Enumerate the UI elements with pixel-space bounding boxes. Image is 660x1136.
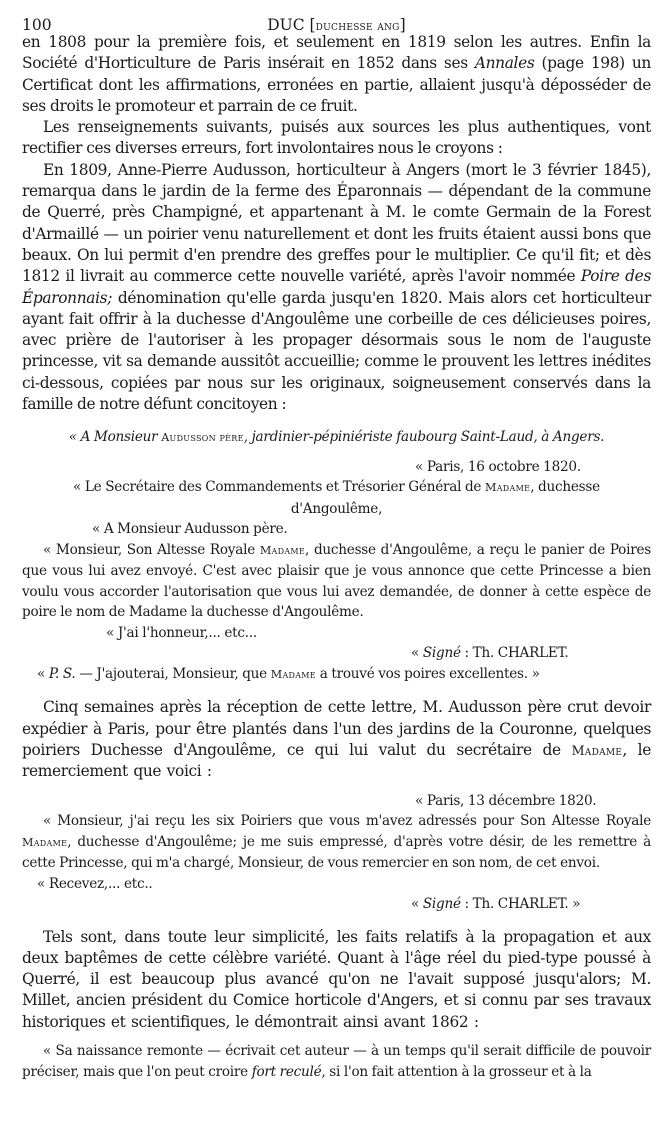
body-madame: Madame [22, 835, 68, 849]
sender-a: « Le Secrétaire des Commandements et Trésorier Général de [73, 479, 482, 496]
paragraph-1 [22, 32, 651, 117]
paragraph-4-text: Cinq semaines après la réception de cette lettre, M. Audusson père crut devoir expédier à Paris, pour être plantés dans l'un des jardins de la Couronne, quelques poiriers Duchesse d'Angoulême, ce qui lui valut du secrétaire de [22, 698, 651, 759]
letter2-body [22, 811, 651, 874]
running-title-main: DUC [267, 16, 305, 34]
letter1-body [22, 540, 651, 623]
poire-des-eparonnais-italic: Poire des Éparonnais; [22, 267, 651, 307]
page-number: 100 [22, 16, 52, 34]
annales-italic: Annales [474, 54, 535, 73]
body-b: , duchesse d'Angoulême; je me suis empressé, d'après votre désir, de les remettre à cette Princesse, qui m'a chargé, Monsieur, de vous remercier en son nom, de cet envoi. [22, 833, 651, 872]
sign-label: Signé [422, 896, 461, 913]
paragraph-2: Les renseignements suivants, puisés aux sources les plus authentiques, vont rectifier ces diverses erreurs, fort involontaires nous le croyons : [22, 118, 651, 158]
letter1-salutation: « A Monsieur Audusson père. [92, 521, 288, 538]
paragraph-3 [22, 160, 651, 416]
ps-label: P. S. [48, 665, 76, 682]
paragraph-1-end: (page 198) un Certificat dont les affirmations, erronées en partie, allaient jusqu'à déposséder de ses droits le promoteur et parrain de ce fruit. [22, 54, 651, 115]
paragraph-3-text: En 1809, Anne-Pierre Audusson, horticulteur à Angers (mort le 3 février 1845), remarqua dans le jardin de la ferme des Éparonnais — dépendant de la commune de Querré, près Champigné, et appartenant à M. le comte Germain de la Forest d'Armaillé — un poirier venu naturellement et dont les fruits étaient aussi bons que beaux. On lui permit d'en prendre des greffes pour le multiplier. Ce qu'il fit; et dès 1812 il livrait au commerce cette nouvelle variété, après l'avoir nommée [22, 160, 651, 286]
body-a: « Monsieur, j'ai reçu les six Poiriers que vous m'avez adressés pour Son Altesse Royale [43, 813, 651, 830]
letter2-date: « Paris, 13 décembre 1820. [415, 792, 597, 809]
letter1-postscript [22, 664, 651, 686]
millet-quote [22, 1041, 651, 1082]
sign-open: « [411, 896, 423, 913]
paragraph-4-end: , le remerciement que voici : [22, 740, 651, 781]
paragraph-4-madame: Madame [571, 742, 623, 758]
fort-recule-italic: fort reculé [251, 1063, 322, 1080]
quote-a: « Sa naissance remonte — écrivait cet auteur — à un temps qu'il serait difficile de pouvoir préciser, mais que l'on peut croire [22, 1043, 651, 1080]
address-name: Audusson père [161, 431, 244, 445]
ps-a: — J'ajouterai, Monsieur, que [75, 665, 267, 682]
ps-b: a trouvé vos poires excellentes. » [319, 665, 540, 682]
sign-open: « [411, 645, 423, 662]
letter2-signature [22, 894, 651, 915]
sender-b: , duchesse d'Angoulême, [290, 479, 600, 517]
sender-madame: Madame [485, 481, 531, 495]
paragraph-4 [22, 697, 651, 782]
sign-name: : Th. CHARLET. » [460, 896, 581, 913]
bracket-open: [ [309, 16, 316, 34]
ps-open: « [37, 665, 49, 682]
sign-label: Signé [422, 645, 461, 662]
paragraph-3-end: dénomination qu'elle garda jusqu'en 1820. Mais alors cet horticulteur ayant fait offrir à la duchesse d'Angoulême une corbeille de ces délicieuses poires, avec prière de l'autoriser à les propager désormais sous le nom de l'auguste princesse, vit sa demande aussitôt accueillie; comme le prouvent les lettres inédites ci-dessous, copiées par nous sur les originaux, soigneusement conservés dans la famille de notre défunt concitoyen : [22, 288, 651, 414]
running-title-sub: duchesse ang [315, 18, 400, 33]
body-a: « Monsieur, Son Altesse Royale [43, 541, 255, 558]
letter1-signature [22, 643, 651, 664]
letter1-closing: « J'ai l'honneur,... etc... [106, 624, 257, 641]
letter1-address [22, 427, 651, 449]
quote-b: , si l'on fait attention à la grosseur et à la [321, 1063, 592, 1080]
address-open: « A Monsieur [68, 429, 158, 446]
body-madame: Madame [259, 543, 306, 557]
letter1-date: « Paris, 16 octobre 1820. [415, 458, 581, 475]
address-rest: , jardinier-pépiniériste faubourg Saint-Laud, à Angers. [243, 429, 605, 446]
paragraph-5: Tels sont, dans toute leur simplicité, les faits relatifs à la propagation et aux deux baptêmes de cette célèbre variété. Quant à l'âge réel du pied-type poussé à Querré, il est beaucoup plus avancé qu'on ne l'avait supposé jusqu'alors; M. Millet, ancien président du Comice horticole d'Angers, et si connu par ses travaux historiques et scientifiques, le démontrait ainsi avant 1862 : [22, 927, 651, 1031]
bracket-close: ] [399, 16, 406, 34]
letter1-sender [22, 477, 651, 519]
page-body [22, 32, 651, 1082]
body-b: , duchesse d'Angoulême, a reçu le panier de Poires que vous lui avez envoyé. C'est avec plaisir que je vous annonce que cette Princesse a bien voulu vous accorder l'autorisation que vous lui avez demandée, de donner à cette espèce de poire le nom de Madame la duchesse d'Angoulême. [22, 541, 651, 621]
ps-madame: Madame [270, 667, 316, 681]
letter2-closing: « Recevez,... etc.. [37, 875, 153, 892]
paragraph-1-text: en 1808 pour la première fois, et seulement en 1819 selon les autres. Enfin la Société d'Horticulture de Paris insérait en 1852 dans ses [22, 33, 651, 73]
sign-name: : Th. CHARLET. [460, 645, 569, 662]
